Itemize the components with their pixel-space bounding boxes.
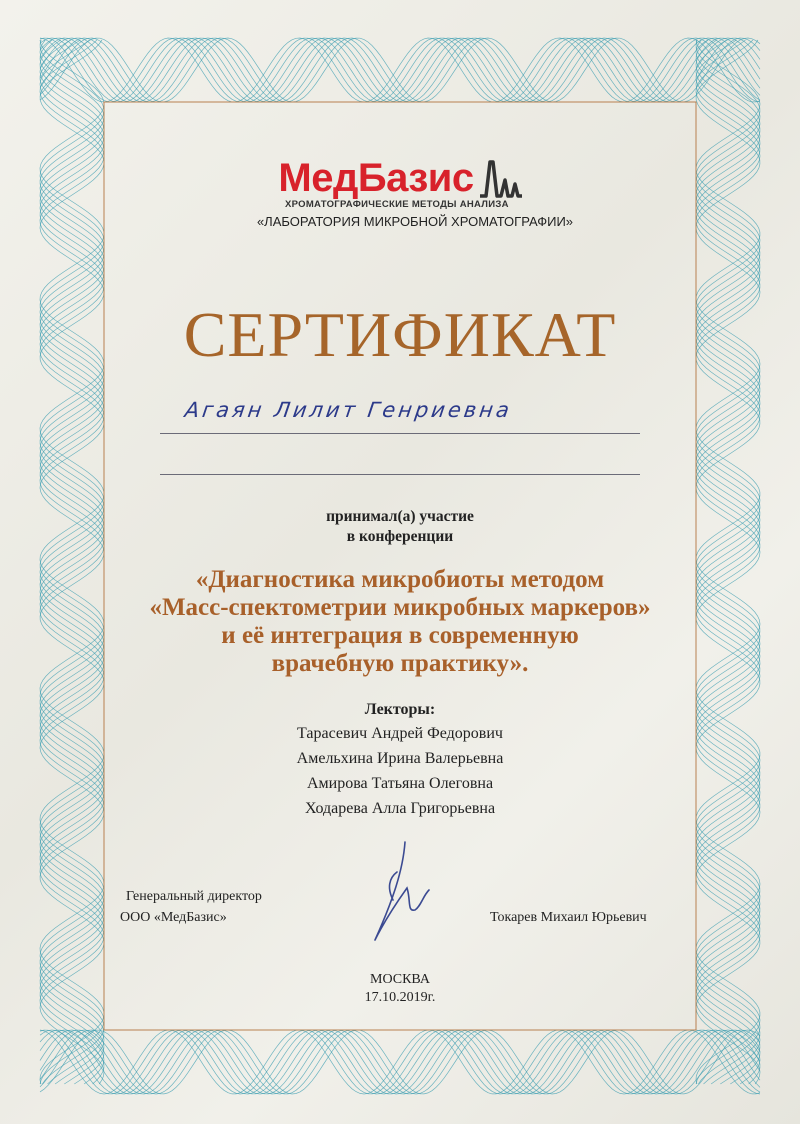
lecturer-4: Ходарева Алла Григорьевна — [304, 800, 496, 817]
lecturers-heading: Лекторы: — [364, 701, 436, 718]
lecturer-3: Амирова Татьяна Олеговна — [306, 775, 494, 792]
participation-line-1: принимал(а) участие — [326, 508, 474, 525]
handwritten-signature — [345, 840, 445, 950]
company-logo — [0, 156, 800, 229]
lecturer-2: Амельхина Ирина Валерьевна — [296, 750, 504, 767]
name-underline — [160, 433, 640, 434]
chromatogram-peak-icon — [478, 158, 522, 198]
conference-title-line-4: врачебную практику». — [271, 650, 529, 677]
conference-title-line-1: «Диагностика микробиоты методом — [195, 566, 605, 593]
date: 17.10.2019г. — [364, 990, 436, 1005]
certificate-title: СЕРТИФИКАТ — [183, 299, 617, 370]
city: МОСКВА — [370, 972, 430, 987]
signatory-position: Генеральный директор — [126, 889, 262, 904]
recipient-name: Агаян Лилит Генриевна — [183, 398, 514, 422]
logo-subtitle: ХРОМАТОГРАФИЧЕСКИЕ МЕТОДЫ АНАЛИЗА — [285, 199, 509, 210]
logo-lab-name: «ЛАБОРАТОРИЯ МИКРОБНОЙ ХРОМАТОГРАФИИ» — [256, 214, 574, 229]
lecturer-1: Тарасевич Андрей Федорович — [297, 725, 503, 742]
second-underline — [160, 474, 640, 475]
conference-title-line-2: «Масс-спектометрии микробных маркеров» — [149, 594, 651, 621]
logo-name: МедБазис — [278, 156, 474, 200]
signatory-name: Токарев Михаил Юрьевич — [490, 910, 647, 925]
conference-title-line-3: и её интеграция в современную — [221, 622, 579, 649]
signatory-organization: ООО «МедБазис» — [120, 910, 227, 925]
participation-line-2: в конференции — [346, 528, 454, 545]
